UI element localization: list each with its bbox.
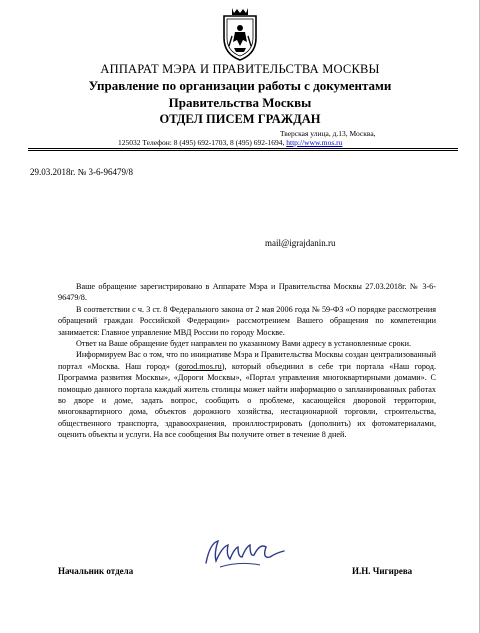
header-government: Правительства Москвы (168, 95, 312, 110)
header-contacts (118, 138, 342, 147)
header-division: ОТДЕЛ ПИСЕМ ГРАЖДАН (159, 112, 321, 126)
signatory-title: Начальник отдела (58, 566, 134, 576)
recipient-email: mail@igrajdanin.ru (265, 238, 336, 248)
letter-reference: 29.03.2018г. № 3-6-96479/8 (30, 167, 134, 177)
body-paragraph-portal (58, 349, 436, 440)
header-org-name: АППАРАТ МЭРА И ПРАВИТЕЛЬСТВА МОСКВЫ (100, 62, 380, 76)
handwritten-signature-icon (200, 533, 290, 575)
portal-text-end: ), который объединил в себе три портала «Наш город. Программа развития Москвы», «Дороги Москвы», «Портал управления многоквартирными домами». С помощью данного портала каждый житель столицы может найти информацию о запланированных работах во дворе и доме, задать вопрос, сообщить о проблеме, касающейся дворовой территории, многоквартирного дома, объектов дорожного хозяйства, нестационарной торговли, строительства, общественного транспорта, здравоохранения, проиллюстрировать (дополнить) их фотоматериалами, оценить объекты и услуги. На все сообщения Вы получите ответ в течение 8 дней. (58, 361, 436, 440)
header-department: Управление по организации работы с документами (88, 78, 392, 93)
header-divider-top (28, 148, 458, 149)
header-divider-bottom (28, 150, 458, 151)
signatory-name: И.Н. Чигирева (352, 566, 413, 576)
website-link[interactable]: http://www.mos.ru (286, 138, 343, 147)
header-address: Тверская улица, д.13, Москва, (280, 129, 376, 138)
portal-text-start: Информируем Вас о том, что по инициативе Мэра и Правительства Москвы создан централизованный портал «Москва. Наш город» ( (58, 350, 436, 371)
moscow-coat-of-arms-icon (220, 6, 260, 62)
body-paragraph-law: В соответствии с ч. 3 ст. 8 Федерального закона от 2 мая 2006 года № 59-ФЗ «О порядке рассмотрения обращений граждан Российской Федерации» рассмотрением Вашего обращения по компетенции занимается: Главное управление МВД России по городу Москве. (58, 304, 436, 337)
body-paragraph-response: Ответ на Ваше обращение будет направлен по указанному Вами адресу в установленные сроки. (76, 339, 412, 349)
portal-link[interactable]: gorod.mos.ru (178, 361, 222, 371)
header-phone: 125032 Телефон: 8 (495) 692-1703, 8 (495) 692-1694, (118, 138, 285, 147)
body-paragraph-registration: Ваше обращение зарегистрировано в Аппарате Мэра и Правительства Москвы 27.03.2018г. № 3-6-96479/8. (58, 282, 436, 303)
letter-body (58, 281, 436, 441)
